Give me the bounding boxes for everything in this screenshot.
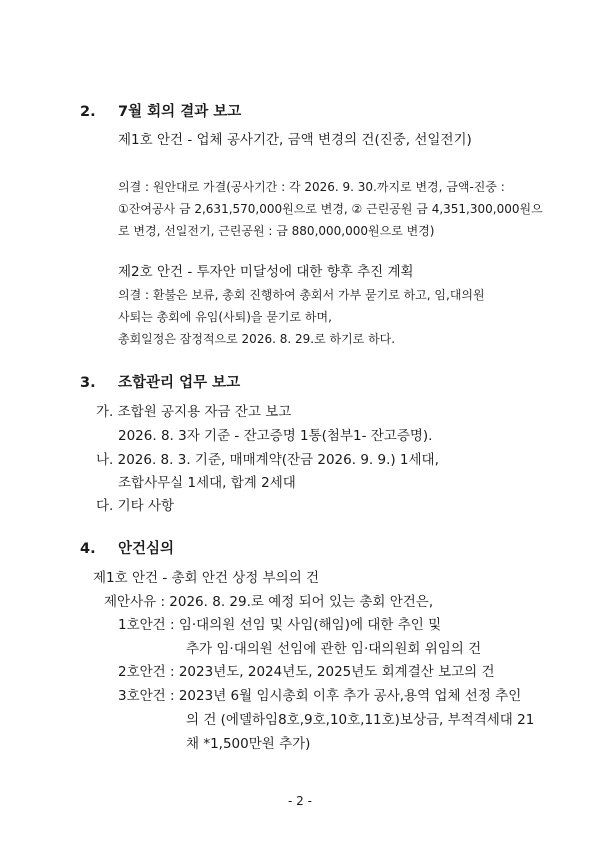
section-3-line: 2026. 8. 3자 기준 - 잔고증명 1통(첨부1- 잔고증명).	[118, 428, 433, 444]
section-4-reason: 제안사유 : 2026. 8. 29.로 예정 되어 있는 총회 안건은,	[104, 594, 434, 610]
section-4-number: 4.	[80, 541, 96, 557]
section-2-item1-line: ①잔여공사 금 2,631,570,000원으로 변경, ② 근린공원 금 4,351,300,000원으	[118, 202, 543, 216]
section-3-title: 조합관리 업무 보고	[118, 375, 241, 391]
section-4-item-title: 제1호 안건 - 총회 안건 상정 부의의 건	[93, 570, 320, 586]
agenda-2-line: 2호안건 : 2023년도, 2024년도, 2025년도 회계결산 보고의 건	[118, 664, 495, 680]
section-3-line: 조합사무실 1세대, 합계 2세대	[118, 475, 296, 491]
section-4-title: 안건심의	[118, 541, 175, 557]
agenda-3-line: 채 *1,500만원 추가)	[186, 736, 311, 752]
section-2-item1-line: 로 변경, 선일전기, 근린공원 : 금 880,000,000원으로 변경)	[118, 224, 435, 238]
section-2-item1-title: 제1호 안건 - 업체 공사기간, 금액 변경의 건(진중, 선일전기)	[118, 132, 472, 148]
section-2-item2-line: 의결 : 환불은 보류, 총회 진행하여 총회서 가부 묻기로 하고, 임,대의원	[118, 288, 485, 302]
page-number: - 2 -	[288, 794, 312, 808]
agenda-1-line: 추가 임·대의원 선임에 관한 임·대의원회 위임의 건	[186, 641, 482, 657]
section-2-number: 2.	[80, 104, 96, 120]
section-3-number: 3.	[80, 375, 96, 391]
section-2-item2-line: 사퇴는 총회에 유임(사퇴)을 묻기로 하며,	[118, 310, 332, 324]
section-3-line: 다. 기타 사항	[96, 498, 175, 514]
section-2-title: 7월 회의 결과 보고	[118, 104, 242, 120]
section-2-item2-line: 총회일정은 잠정적으로 2026. 8. 29.로 하기로 하다.	[118, 332, 396, 346]
agenda-1-line: 1호안건 : 임·대의원 선임 및 사임(해임)에 대한 추인 및	[118, 617, 442, 633]
agenda-3-line: 3호안건 : 2023년 6월 임시총회 이후 추가 공사,용역 업체 선정 추인	[118, 688, 522, 704]
section-3-line: 나. 2026. 8. 3. 기준, 매매계약(잔금 2026. 9. 9.) 1세대,	[96, 452, 439, 468]
section-3-line: 가. 조합원 공지용 자금 잔고 보고	[96, 404, 292, 420]
section-2-item2-title: 제2호 안건 - 투자안 미달성에 대한 향후 추진 계획	[118, 264, 414, 280]
agenda-3-line: 의 건 (에델하임8호,9호,10호,11호)보상금, 부적격세대 21	[186, 712, 535, 728]
section-2-item1-line: 의결 : 원안대로 가결(공사기간 : 각 2026. 9. 30.까지로 변경, 금액-진중 :	[118, 180, 505, 194]
